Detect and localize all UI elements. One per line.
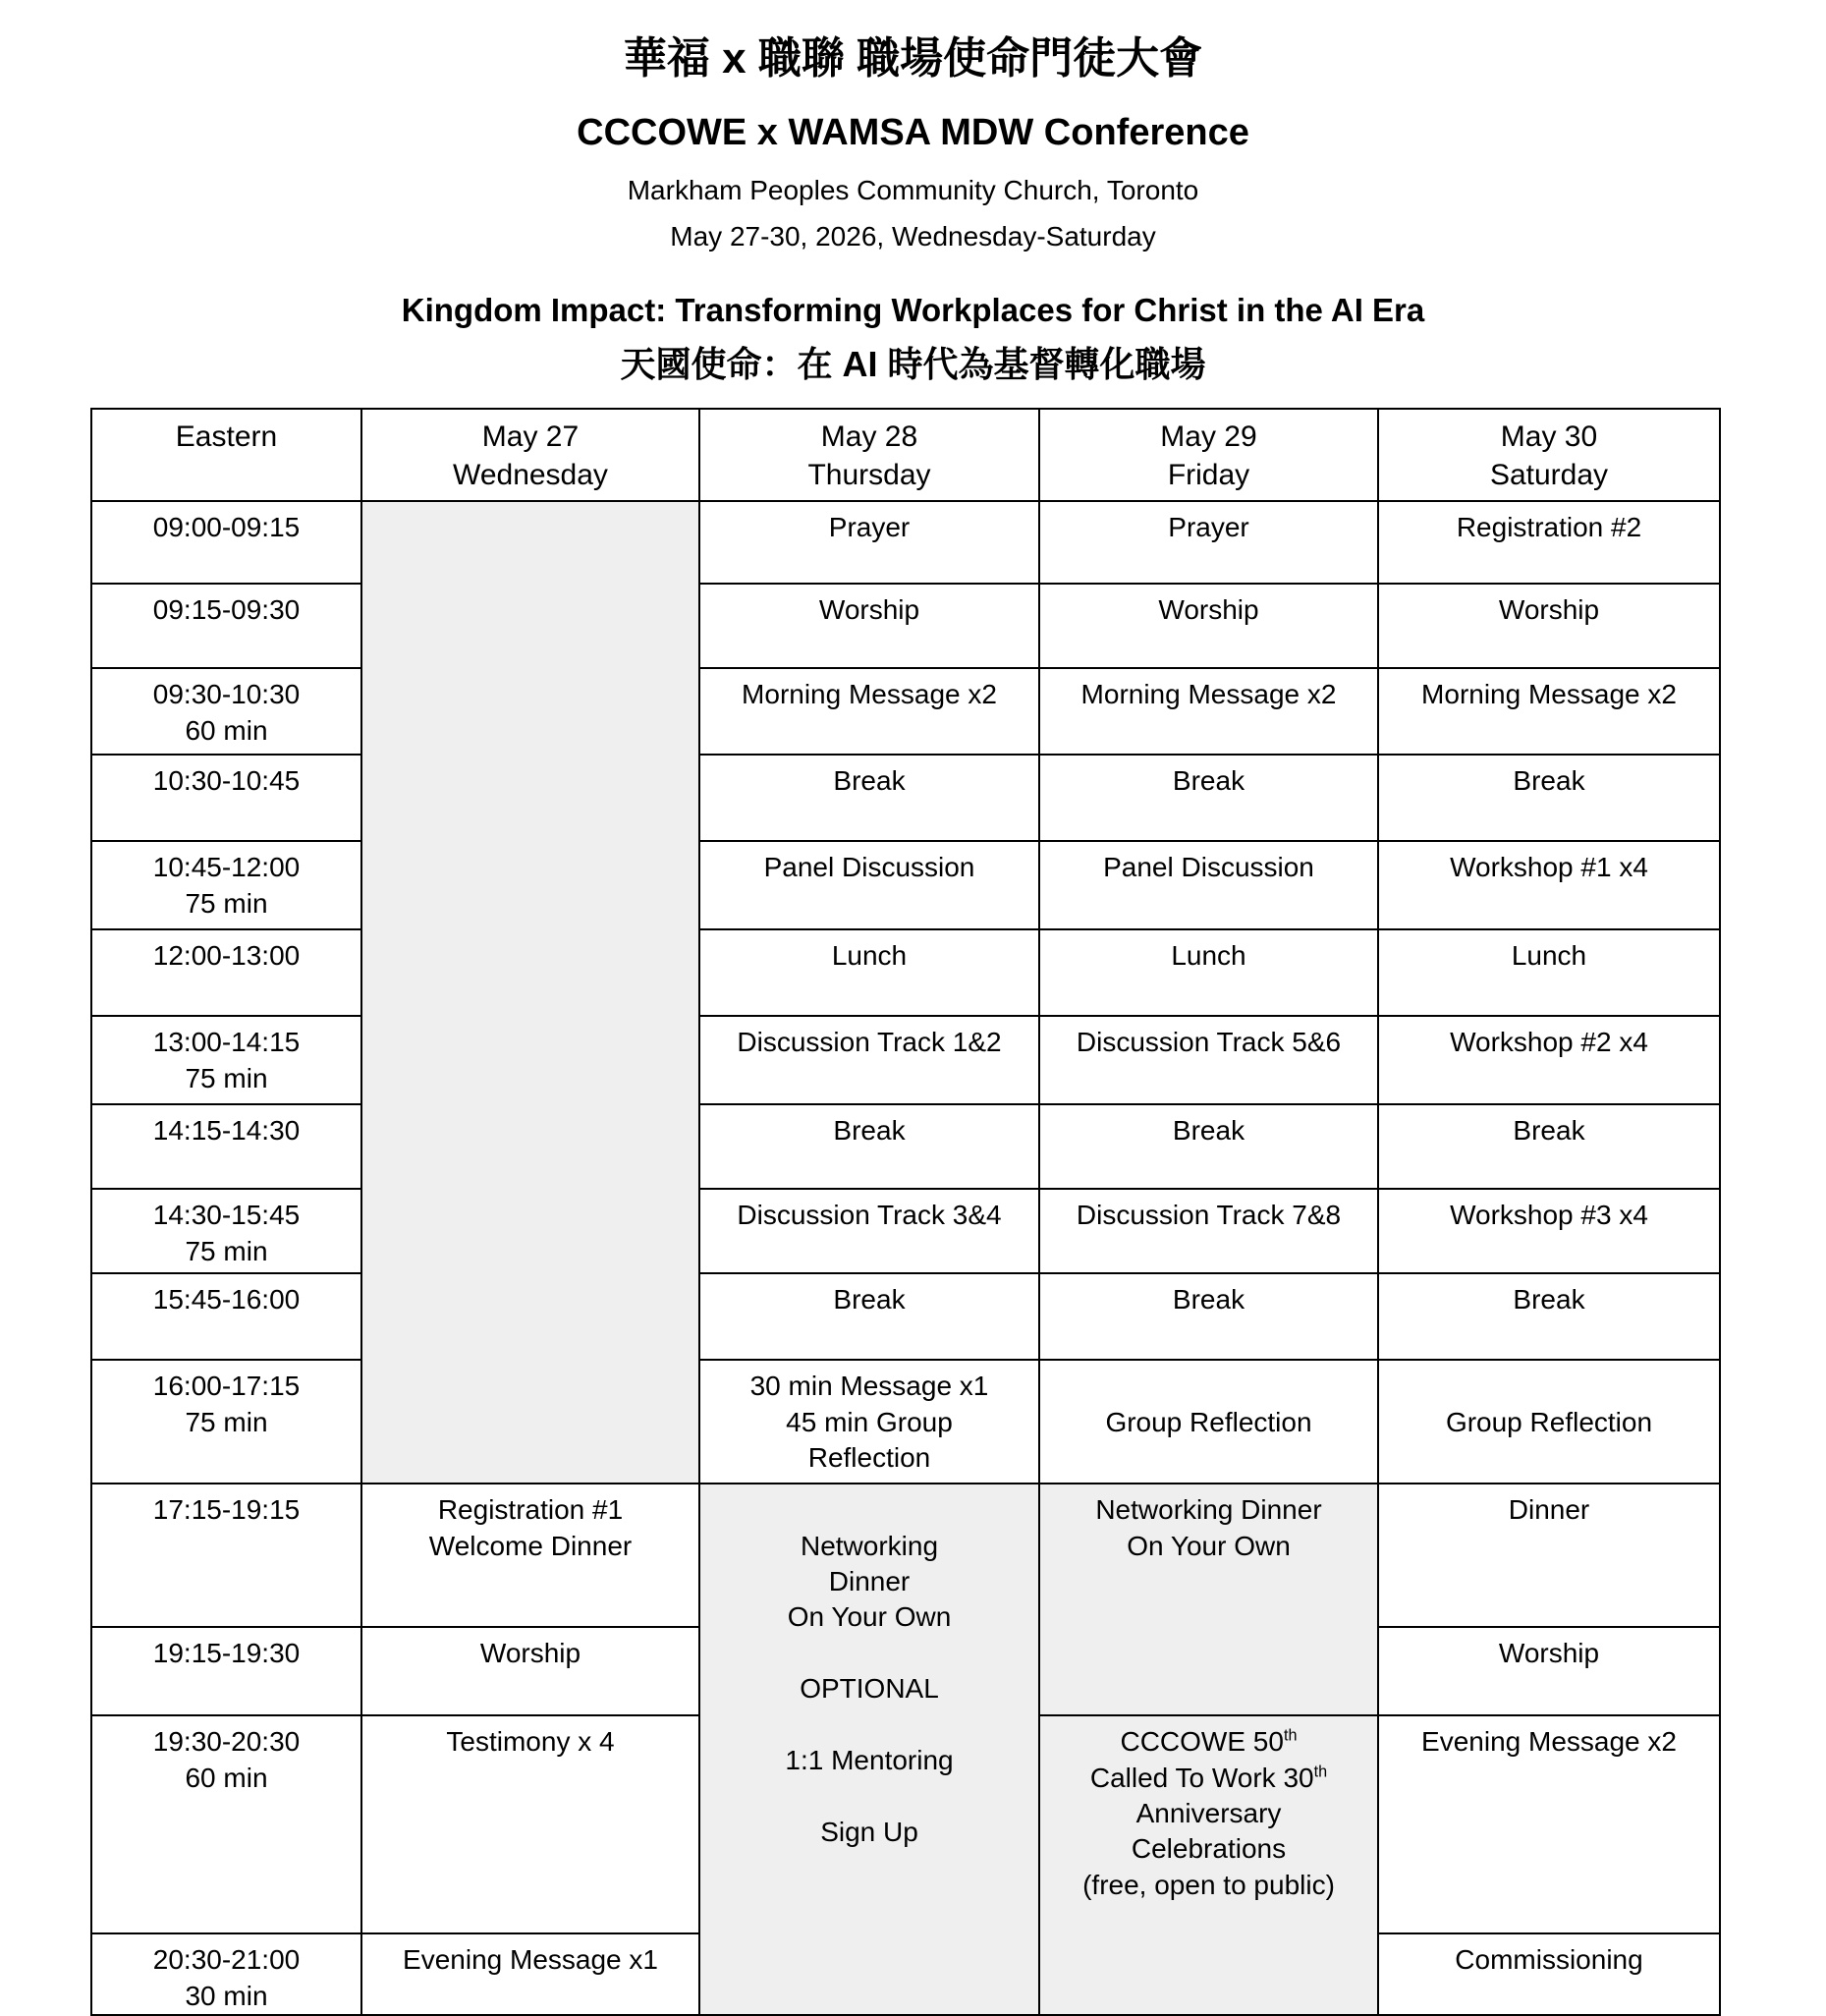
title-english: CCCOWE x WAMSA MDW Conference: [577, 111, 1249, 153]
thursday-cell: [699, 501, 1039, 584]
saturday-cell-line: Dinner: [1508, 1494, 1590, 1526]
friday-cell-text: Called To Work 30: [1089, 1762, 1314, 1793]
day-date: May 29: [1160, 420, 1257, 454]
time-range: 20:30-21:00: [152, 1944, 301, 1976]
schedule-row: [91, 501, 1720, 584]
thursday-cell: [699, 755, 1039, 841]
wednesday-cell-line: Registration #1: [437, 1494, 624, 1526]
saturday-cell: [1378, 841, 1720, 929]
time-cell: [91, 501, 361, 584]
saturday-cell: [1378, 1627, 1720, 1715]
time-range: 17:15-19:15: [152, 1494, 301, 1526]
time-range: 19:15-19:30: [152, 1638, 301, 1669]
time-cell: [91, 1484, 361, 1627]
friday-cell: [1039, 755, 1378, 841]
ordinal-suffix: th: [1283, 1726, 1298, 1745]
schedule-row: [91, 929, 1720, 1016]
theme-chinese: 天國使命：在 AI 時代為基督轉化職場: [620, 344, 1206, 385]
wednesday-cell: [361, 1933, 699, 2015]
time-cell: [91, 584, 361, 668]
day-weekday: Wednesday: [453, 459, 608, 492]
friday-cell: [1039, 501, 1378, 584]
friday-cell-line: Group Reflection: [1105, 1406, 1312, 1437]
thursday-cell: [699, 929, 1039, 1016]
saturday-cell-line: Worship: [1498, 594, 1600, 626]
day-date: May 27: [481, 420, 580, 454]
friday-cell-text: CCCOWE 50: [1120, 1726, 1284, 1758]
day-weekday: Saturday: [1489, 459, 1609, 492]
time-range: 10:30-10:45: [152, 765, 301, 797]
time-cell: [91, 1104, 361, 1189]
saturday-cell-line: Break: [1513, 1284, 1585, 1316]
saturday-cell: [1378, 1273, 1720, 1360]
duration-label: 30 min: [185, 1980, 268, 2011]
friday-cell: [1039, 1189, 1378, 1273]
time-range: 09:30-10:30: [152, 679, 301, 710]
thursday-cell-line: [706, 1708, 1032, 1743]
time-cell: [91, 1715, 361, 1933]
friday-cell-line: [1046, 1761, 1371, 1796]
friday-cell: [1039, 1715, 1378, 2015]
friday-cell-line: Discussion Track 5&6: [1076, 1027, 1342, 1058]
thursday-cell-line: 1:1 Mentoring: [785, 1744, 954, 1775]
time-range: 09:00-09:15: [152, 512, 301, 543]
saturday-cell: [1378, 1484, 1720, 1627]
thursday-cell-line: Discussion Track 1&2: [737, 1027, 1002, 1058]
saturday-cell: [1378, 1715, 1720, 1933]
schedule-row: [91, 755, 1720, 841]
thursday-cell-line: Discussion Track 3&4: [737, 1200, 1002, 1231]
friday-cell-line: [1046, 1369, 1371, 1404]
friday-cell-line: Break: [1172, 1284, 1245, 1316]
duration-label: 60 min: [185, 1762, 268, 1793]
schedule-row: [91, 1016, 1720, 1104]
time-range: 14:30-15:45: [152, 1200, 301, 1231]
saturday-cell-line: Registration #2: [1456, 512, 1642, 543]
saturday-cell: [1378, 668, 1720, 755]
thursday-cell-line: Sign Up: [820, 1816, 918, 1847]
time-range: 16:00-17:15: [152, 1371, 301, 1402]
friday-cell: [1039, 929, 1378, 1016]
ordinal-suffix: th: [1313, 1763, 1328, 1781]
thursday-cell: [699, 668, 1039, 755]
friday-cell-line: Panel Discussion: [1103, 852, 1314, 883]
friday-cell-line: Worship: [1158, 594, 1259, 626]
schedule-row: [91, 668, 1720, 755]
friday-cell: [1039, 1016, 1378, 1104]
friday-cell-line: Lunch: [1171, 940, 1246, 972]
day-header-friday: [1039, 409, 1378, 501]
duration-label: 75 min: [185, 887, 268, 919]
friday-cell: [1039, 668, 1378, 755]
saturday-cell-line: Break: [1513, 765, 1585, 797]
saturday-cell: [1378, 584, 1720, 668]
time-range: 15:45-16:00: [152, 1284, 301, 1316]
wednesday-cell-line: Welcome Dinner: [428, 1530, 633, 1561]
saturday-cell-line: Morning Message x2: [1421, 679, 1677, 710]
timezone-header: Eastern: [91, 409, 361, 501]
thursday-cell-line: Reflection: [807, 1442, 931, 1473]
friday-cell-line: On Your Own: [1127, 1530, 1291, 1561]
friday-cell-line: Networking Dinner: [1095, 1494, 1322, 1526]
friday-cell-line: (free, open to public): [1082, 1869, 1335, 1900]
friday-cell: [1039, 584, 1378, 668]
thursday-cell-line: Lunch: [831, 940, 908, 972]
thursday-cell: [699, 1104, 1039, 1189]
time-cell: [91, 1360, 361, 1484]
day-header-saturday: [1378, 409, 1720, 501]
thursday-cell-line: Break: [833, 1284, 906, 1316]
time-range: 10:45-12:00: [152, 852, 301, 883]
time-range: 19:30-20:30: [152, 1726, 301, 1758]
thursday-cell-line: [706, 1778, 1032, 1814]
time-range: 09:15-09:30: [152, 594, 301, 626]
friday-cell: [1039, 1104, 1378, 1189]
friday-cell-line: Celebrations: [1131, 1833, 1287, 1865]
friday-cell: [1039, 841, 1378, 929]
schedule-row: [91, 1273, 1720, 1360]
day-weekday: Friday: [1167, 459, 1250, 492]
saturday-cell: [1378, 929, 1720, 1016]
schedule-row: [91, 1104, 1720, 1189]
title-chinese: 華福 x 職聯 職場使命門徒大會: [623, 34, 1203, 83]
day-header-wednesday: [361, 409, 699, 501]
venue-line: Markham Peoples Community Church, Toronto: [627, 175, 1199, 206]
saturday-cell-line: Workshop #3 x4: [1450, 1200, 1648, 1231]
thursday-cell-line: Dinner: [828, 1566, 911, 1596]
title-block: [0, 0, 1826, 388]
saturday-cell: [1378, 1104, 1720, 1189]
friday-cell-line: Prayer: [1168, 512, 1249, 543]
time-range: 14:15-14:30: [152, 1115, 301, 1147]
saturday-cell: [1378, 1933, 1720, 2015]
thursday-cell-line: [706, 1492, 1032, 1528]
saturday-cell: [1378, 1360, 1720, 1484]
duration-label: 75 min: [185, 1062, 268, 1093]
duration-label: 75 min: [185, 1235, 268, 1266]
thursday-cell-line: Worship: [818, 594, 920, 626]
theme-english: Kingdom Impact: Transforming Workplaces for Christ in the AI Era: [401, 292, 1425, 329]
thursday-cell-line: 45 min Group: [786, 1406, 953, 1437]
time-cell: [91, 929, 361, 1016]
friday-cell: [1039, 1360, 1378, 1484]
time-cell: [91, 1627, 361, 1715]
time-cell: [91, 755, 361, 841]
day-weekday: Thursday: [807, 459, 931, 492]
day-date: May 30: [1500, 420, 1598, 454]
saturday-cell-line: Evening Message x2: [1421, 1726, 1677, 1758]
thursday-cell: [699, 1189, 1039, 1273]
thursday-cell-line: [706, 1636, 1032, 1671]
time-cell: [91, 1016, 361, 1104]
wednesday-cell-line: Evening Message x1: [403, 1944, 658, 1976]
dates-line: May 27-30, 2026, Wednesday-Saturday: [670, 220, 1156, 252]
saturday-cell-line: Workshop #1 x4: [1450, 852, 1648, 883]
friday-cell-line: Discussion Track 7&8: [1076, 1200, 1342, 1231]
saturday-cell: [1378, 1189, 1720, 1273]
saturday-cell: [1378, 1016, 1720, 1104]
day-date: May 28: [820, 420, 918, 454]
duration-label: 60 min: [185, 714, 268, 746]
saturday-cell-line: Workshop #2 x4: [1450, 1027, 1648, 1058]
thursday-cell-line: Break: [833, 765, 906, 797]
time-cell: [91, 841, 361, 929]
thursday-cell-line: 30 min Message x1: [749, 1371, 989, 1402]
thursday-cell: [699, 1016, 1039, 1104]
saturday-cell-line: Break: [1513, 1115, 1585, 1147]
schedule-row: [91, 1360, 1720, 1484]
time-cell: [91, 1189, 361, 1273]
saturday-cell: [1378, 755, 1720, 841]
thursday-cell: [699, 584, 1039, 668]
thursday-cell-line: On Your Own: [787, 1601, 952, 1633]
thursday-cell: [699, 841, 1039, 929]
thursday-cell-line: OPTIONAL: [800, 1673, 939, 1705]
friday-cell-line: [1046, 1724, 1371, 1760]
thursday-cell-line: Prayer: [828, 512, 911, 543]
thursday-cell-line: Break: [833, 1115, 906, 1147]
time-range: 13:00-14:15: [152, 1027, 301, 1058]
header-row: [91, 409, 1720, 501]
saturday-cell-line: Lunch: [1511, 940, 1587, 972]
wednesday-cell: [361, 501, 699, 1484]
thursday-cell: [699, 1484, 1039, 2015]
thursday-cell-line: Morning Message x2: [742, 679, 997, 710]
friday-cell: [1039, 1273, 1378, 1360]
friday-cell-line: Morning Message x2: [1080, 679, 1337, 710]
schedule-row: [91, 584, 1720, 668]
time-range: 12:00-13:00: [152, 940, 301, 972]
wednesday-cell: [361, 1484, 699, 1627]
wednesday-cell: [361, 1627, 699, 1715]
thursday-cell: [699, 1360, 1039, 1484]
time-cell: [91, 1933, 361, 2015]
friday-cell-line: Break: [1172, 1115, 1245, 1147]
wednesday-cell-line: Testimony x 4: [446, 1726, 615, 1758]
wednesday-cell-line: Worship: [479, 1638, 581, 1669]
friday-cell-line: Anniversary: [1135, 1798, 1282, 1828]
time-cell: [91, 668, 361, 755]
saturday-cell-line: Worship: [1498, 1638, 1600, 1669]
time-cell: [91, 1273, 361, 1360]
saturday-cell-line: [1385, 1369, 1713, 1404]
schedule-row: [91, 841, 1720, 929]
saturday-cell: [1378, 501, 1720, 584]
schedule-table: [90, 408, 1721, 2016]
thursday-cell: [699, 1273, 1039, 1360]
duration-label: 75 min: [185, 1406, 268, 1437]
schedule-row: [91, 1189, 1720, 1273]
wednesday-cell: [361, 1715, 699, 1933]
day-header-thursday: [699, 409, 1039, 501]
saturday-cell-line: Group Reflection: [1445, 1406, 1653, 1437]
saturday-cell-line: Commissioning: [1455, 1944, 1643, 1976]
thursday-cell-line: Networking: [800, 1530, 939, 1561]
friday-cell: [1039, 1484, 1378, 1715]
thursday-cell-line: Panel Discussion: [763, 852, 975, 883]
schedule-row: [91, 1484, 1720, 1627]
friday-cell-line: Break: [1172, 765, 1245, 797]
